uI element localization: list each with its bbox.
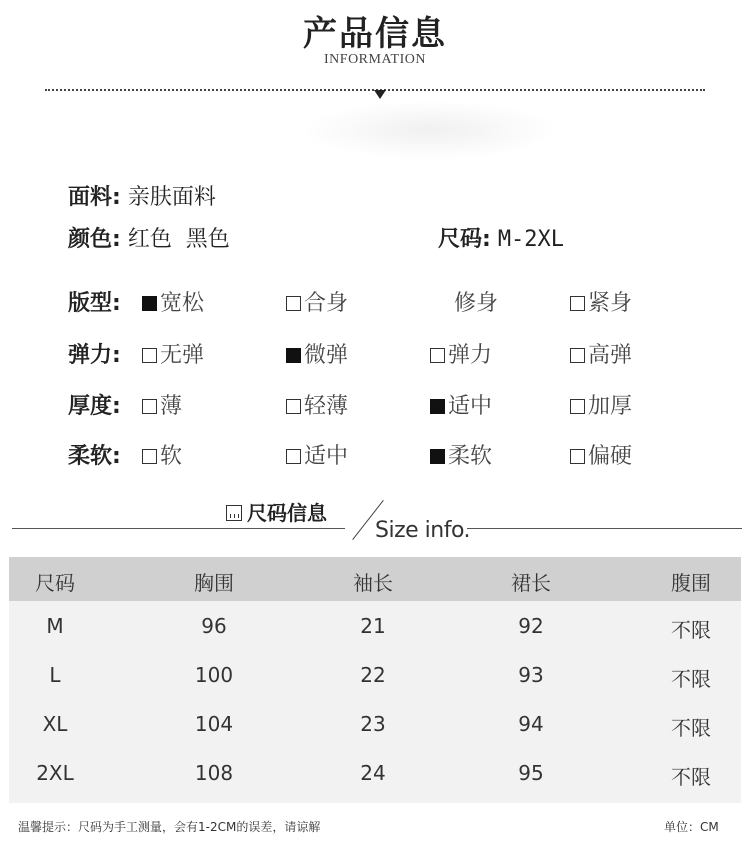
attribute-option-text: 适中: [448, 394, 493, 419]
attribute-option-text: 高弹: [588, 343, 633, 368]
attribute-option: [286, 286, 348, 317]
attribute-option: [142, 439, 182, 470]
table-cell: L: [49, 663, 61, 687]
attribute-option: [454, 286, 498, 317]
checked-box-icon: [430, 399, 445, 414]
table-header-cell: 尺码: [35, 571, 75, 595]
attribute-option: [570, 389, 632, 420]
attribute-option: [430, 439, 492, 470]
table-cell: 94: [518, 712, 544, 736]
triangle-down-icon: [374, 90, 386, 99]
checked-box-icon: [286, 348, 301, 363]
checked-box-icon: [142, 296, 157, 311]
size-section-subtitle: Size info.: [375, 518, 471, 543]
calendar-icon: [226, 505, 242, 521]
table-cell: 96: [201, 614, 227, 638]
attribute-option-text: 合身: [304, 291, 349, 316]
footer-note: 温馨提示：尺码为手工测量，会有1-2CM的误差，请谅解: [18, 820, 321, 834]
table-header-cell: 袖长: [353, 571, 393, 595]
table-header-cell: 腹围: [671, 571, 711, 595]
fabric-row: [68, 180, 216, 211]
attribute-option: [142, 286, 204, 317]
attribute-option: [430, 338, 492, 369]
attribute-option: [570, 439, 632, 470]
table-header-cell: 胸围: [194, 571, 234, 595]
attribute-option: [286, 338, 348, 369]
attribute-option: [142, 338, 204, 369]
table-cell: 不限: [671, 618, 711, 642]
attribute-option-text: 微弹: [304, 343, 349, 368]
table-cell: 23: [360, 712, 386, 736]
attribute-option: [430, 389, 492, 420]
attribute-label: 弹力:: [68, 343, 121, 368]
section-line-left: [12, 528, 345, 529]
table-header-cell: 裙长: [511, 571, 551, 595]
attribute-option-text: 柔软: [448, 444, 493, 469]
attribute-option: [286, 439, 348, 470]
attribute-option-text: 薄: [160, 394, 183, 419]
unchecked-box-icon: [570, 296, 585, 311]
attribute-label: 版型:: [68, 291, 121, 316]
size-section-title: [226, 497, 327, 526]
attribute-option: [570, 338, 632, 369]
table-cell: 95: [518, 761, 544, 785]
checked-box-icon: [430, 449, 445, 464]
attribute-label: 厚度:: [68, 394, 121, 419]
attribute-option-text: 软: [160, 444, 183, 469]
size-row: [438, 222, 564, 253]
section-line-right: [467, 528, 742, 529]
unchecked-box-icon: [142, 399, 157, 414]
table-cell: 104: [194, 712, 234, 736]
attribute-option: [570, 286, 632, 317]
table-cell: 不限: [671, 667, 711, 691]
table-cell: 不限: [671, 765, 711, 789]
attribute-label: 柔软:: [68, 444, 121, 469]
attribute-option: [142, 389, 182, 420]
unchecked-box-icon: [430, 348, 445, 363]
attribute-option-text: 无弹: [160, 343, 205, 368]
attribute-option-text: 修身: [454, 291, 499, 316]
attribute-option-text: 宽松: [160, 291, 205, 316]
attribute-option-text: 偏硬: [588, 444, 633, 469]
color-row: [68, 222, 230, 253]
table-cell: 24: [360, 761, 386, 785]
unchecked-box-icon: [142, 449, 157, 464]
table-cell: 93: [518, 663, 544, 687]
attribute-option-text: 弹力: [448, 343, 493, 368]
attribute-option-text: 加厚: [588, 394, 633, 419]
size-label: 尺码:: [438, 227, 491, 252]
size-section-title-text: 尺码信息: [247, 501, 327, 525]
table-cell: 不限: [671, 716, 711, 740]
table-cell: XL: [42, 712, 68, 736]
attribute-option-text: 紧身: [588, 291, 633, 316]
unchecked-box-icon: [286, 399, 301, 414]
fabric-label: 面料:: [68, 185, 121, 210]
attribute-option-text: 轻薄: [304, 394, 349, 419]
unchecked-box-icon: [286, 296, 301, 311]
attribute-option: [286, 389, 348, 420]
unchecked-box-icon: [286, 449, 301, 464]
table-cell: 100: [194, 663, 234, 687]
attribute-option-text: 适中: [304, 444, 349, 469]
footer-unit: 单位：CM: [664, 820, 719, 834]
table-cell: M: [46, 614, 64, 638]
table-cell: 21: [360, 614, 386, 638]
color-value: 红色 黑色: [127, 227, 230, 252]
unchecked-box-icon: [142, 348, 157, 363]
color-label: 颜色:: [68, 227, 121, 252]
page-subtitle: INFORMATION: [324, 52, 426, 67]
page-title: 产品信息: [303, 14, 447, 54]
decorative-shadow: [300, 100, 560, 160]
table-cell: 108: [194, 761, 234, 785]
size-value: M-2XL: [497, 227, 565, 252]
table-cell: 22: [360, 663, 386, 687]
unchecked-box-icon: [570, 348, 585, 363]
table-cell: 92: [518, 614, 544, 638]
fabric-value: 亲肤面料: [127, 185, 216, 210]
unchecked-box-icon: [570, 449, 585, 464]
unchecked-box-icon: [570, 399, 585, 414]
table-cell: 2XL: [36, 761, 74, 785]
